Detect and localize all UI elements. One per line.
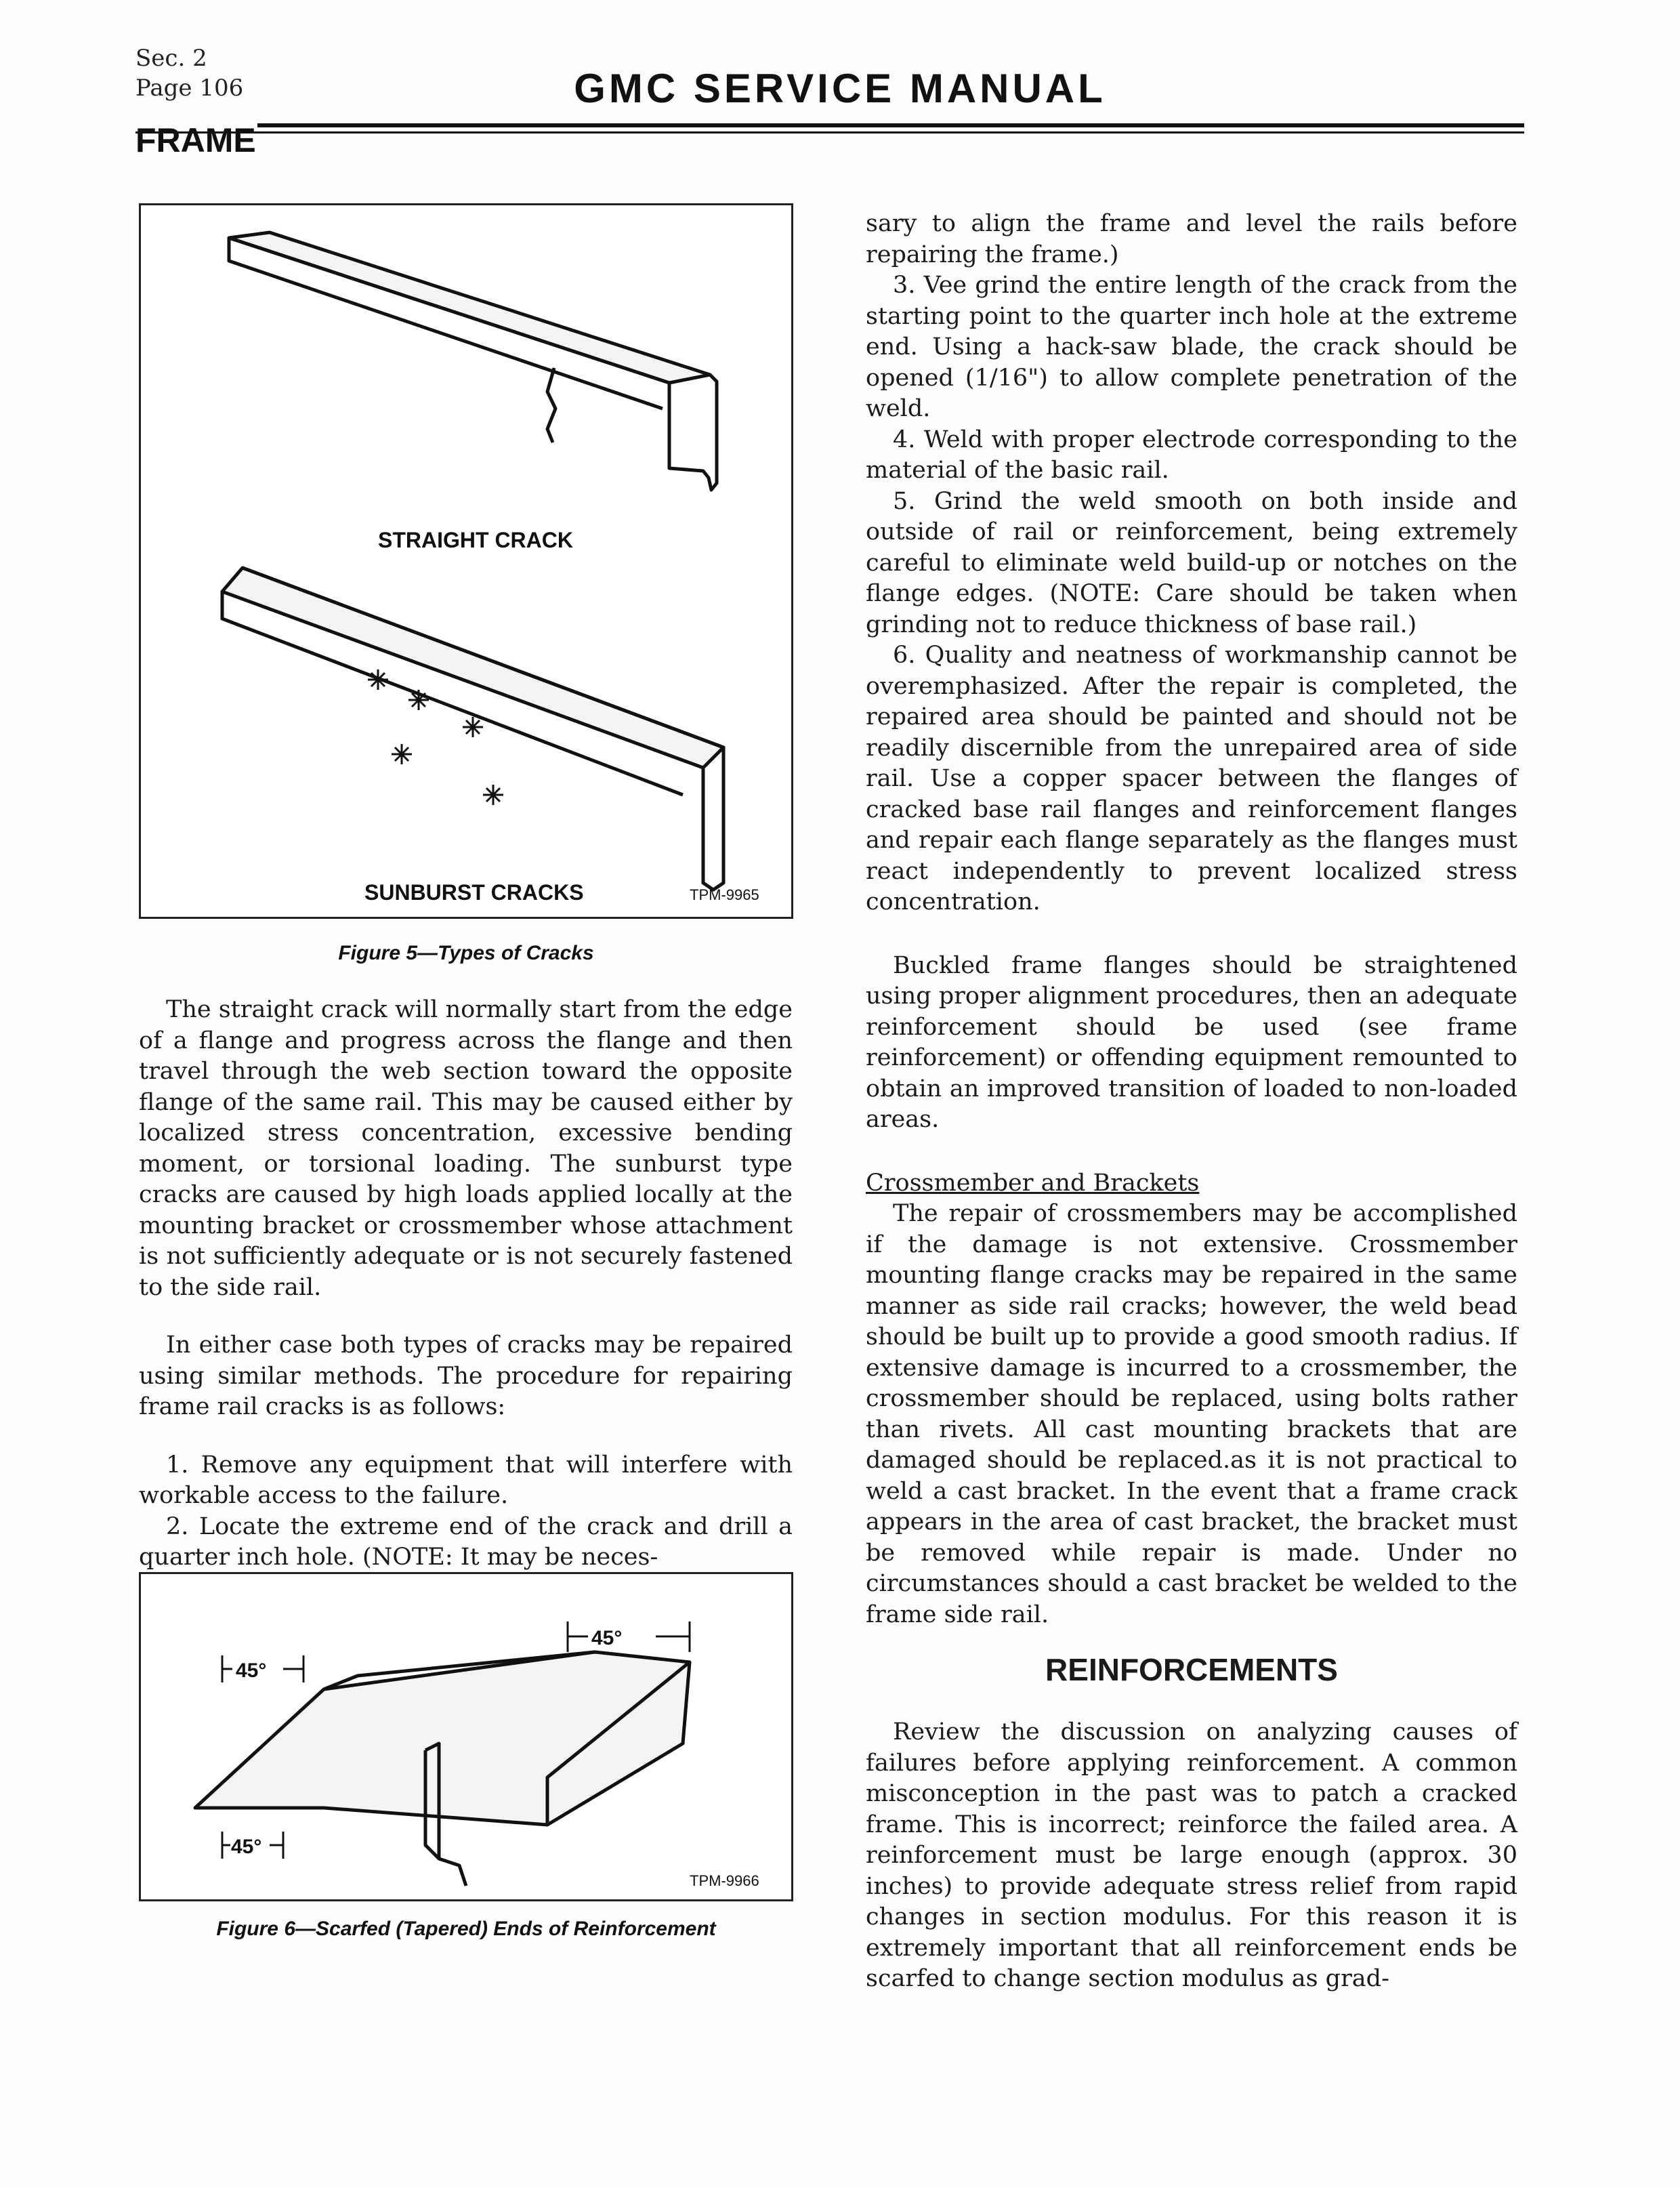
chapter-title: FRAME xyxy=(135,121,256,159)
figure-5-illustration xyxy=(141,205,791,917)
step-1: 1. Remove any equipment that will interfere with workable access to the failure. xyxy=(139,1451,793,1509)
step-3: 3. Vee grind the entire length of the crack from the starting point to the quarter inch hole at the extreme end. Using a hack-saw blade, the crack should be opened (1/16") to allow complete penetration of the weld. xyxy=(866,272,1517,422)
step-5: 5. Grind the weld smooth on both inside and outside of rail or reinforcement, being extremely careful to eliminate weld build-up or notches on the flange edges. (NOTE: Care should be taken when grinding not to reduce thickness of base rail.) xyxy=(866,487,1517,638)
figure-5-box xyxy=(139,203,793,919)
figure-5-caption: Figure 5—Types of Cracks xyxy=(338,942,594,964)
left-column xyxy=(139,995,793,1573)
straight-crack-label: STRAIGHT CRACK xyxy=(378,528,573,552)
paragraph-buckled-flanges: Buckled frame flanges should be straightened using proper alignment procedures, then an adequate reinforcement should be used (see frame reinforcement) or offending equipment remounted to obtain an improved transition of loaded to non-loaded areas. xyxy=(866,951,1518,1133)
paragraph-crack-types: The straight crack will normally start from the edge of a flange and progress across the flange and then travel through the web section toward the opposite flange of the same rail. This may be caused either by localized stress concentration, excessive bending moment, or torsional loading. The sunburst type cracks are caused by high loads applied locally at the mounting bracket or crossmember whose attachment is not sufficiently adequate or is not securely fastened to the side rail. xyxy=(139,996,793,1301)
right-column xyxy=(866,209,1517,1995)
angle-label-right: 45° xyxy=(591,1627,623,1649)
heading-reinforcements: REINFORCEMENTS xyxy=(1045,1652,1338,1687)
step-6: 6. Quality and neatness of workmanship cannot be overemphasized. After the repair is completed, the repaired area should be painted and should not be readily discernible from the unrepaired area of side rail. Use a copper spacer between the flanges of cracked base rail flanges and reinforcement flanges and repair each flange separately as the flanges must react independently to prevent localized stress concentration. xyxy=(866,642,1517,915)
paragraph-reinforcements: Review the discussion on analyzing causes of failures before applying reinforcement. A common misconception in the past was to patch a cracked frame. This is incorrect; reinforce the failed area. A reinforcement must be large enough (approx. 30 inches) to provide adequate stress relief from rapid changes in section modulus. For this reason it is extremely important that all reinforcement ends be scarfed to change section modulus as grad- xyxy=(866,1718,1517,1992)
header-rule-thick xyxy=(257,123,1524,127)
step-4: 4. Weld with proper electrode corresponding to the material of the basic rail. xyxy=(866,426,1517,484)
header-rule-thin xyxy=(135,131,1524,133)
manual-title: GMC SERVICE MANUAL xyxy=(574,66,1106,111)
angle-label-bottom: 45° xyxy=(231,1836,262,1858)
section-number: Sec. 2 xyxy=(135,45,207,72)
figure-6-caption: Figure 6—Scarfed (Tapered) Ends of Reinforcement xyxy=(216,1918,716,1940)
paragraph-crossmember: The repair of crossmembers may be accomplished if the damage is not extensive. Crossmember mounting flange cracks may be repaired in the same manner as side rail cracks; however, the weld bead should be built up to provide a good smooth radius. If extensive damage is incurred to a crossmember, the crossmember should be replaced, using bolts rather than rivets. All cast mounting brackets that are damaged should be replaced.as it is not practical to weld a cast bracket. In the event that a frame crack appears in the area of cast bracket, the bracket must be removed while repair is made. Under no circumstances should a cast bracket be welded to the frame side rail. xyxy=(866,1200,1517,1628)
sunburst-cracks-label: SUNBURST CRACKS xyxy=(364,880,584,905)
paragraph-repair-intro: In either case both types of cracks may be repaired using similar methods. The procedure for repairing frame rail cracks is as follows: xyxy=(139,1332,793,1420)
subheading-crossmember: Crossmember and Brackets xyxy=(866,1169,1200,1197)
angle-label-left: 45° xyxy=(236,1659,267,1682)
page-number: Page 106 xyxy=(135,75,244,102)
figure-6-illustration xyxy=(141,1574,791,1899)
figure-6-box xyxy=(139,1572,793,1901)
figure-6-code: TPM-9966 xyxy=(690,1872,759,1889)
step-2: 2. Locate the extreme end of the crack and drill a quarter inch hole. (NOTE: It may be neces- xyxy=(139,1512,793,1571)
step-2-continued: sary to align the frame and level the rails before repairing the frame.) xyxy=(866,210,1517,268)
figure-5-code: TPM-9965 xyxy=(690,886,759,903)
